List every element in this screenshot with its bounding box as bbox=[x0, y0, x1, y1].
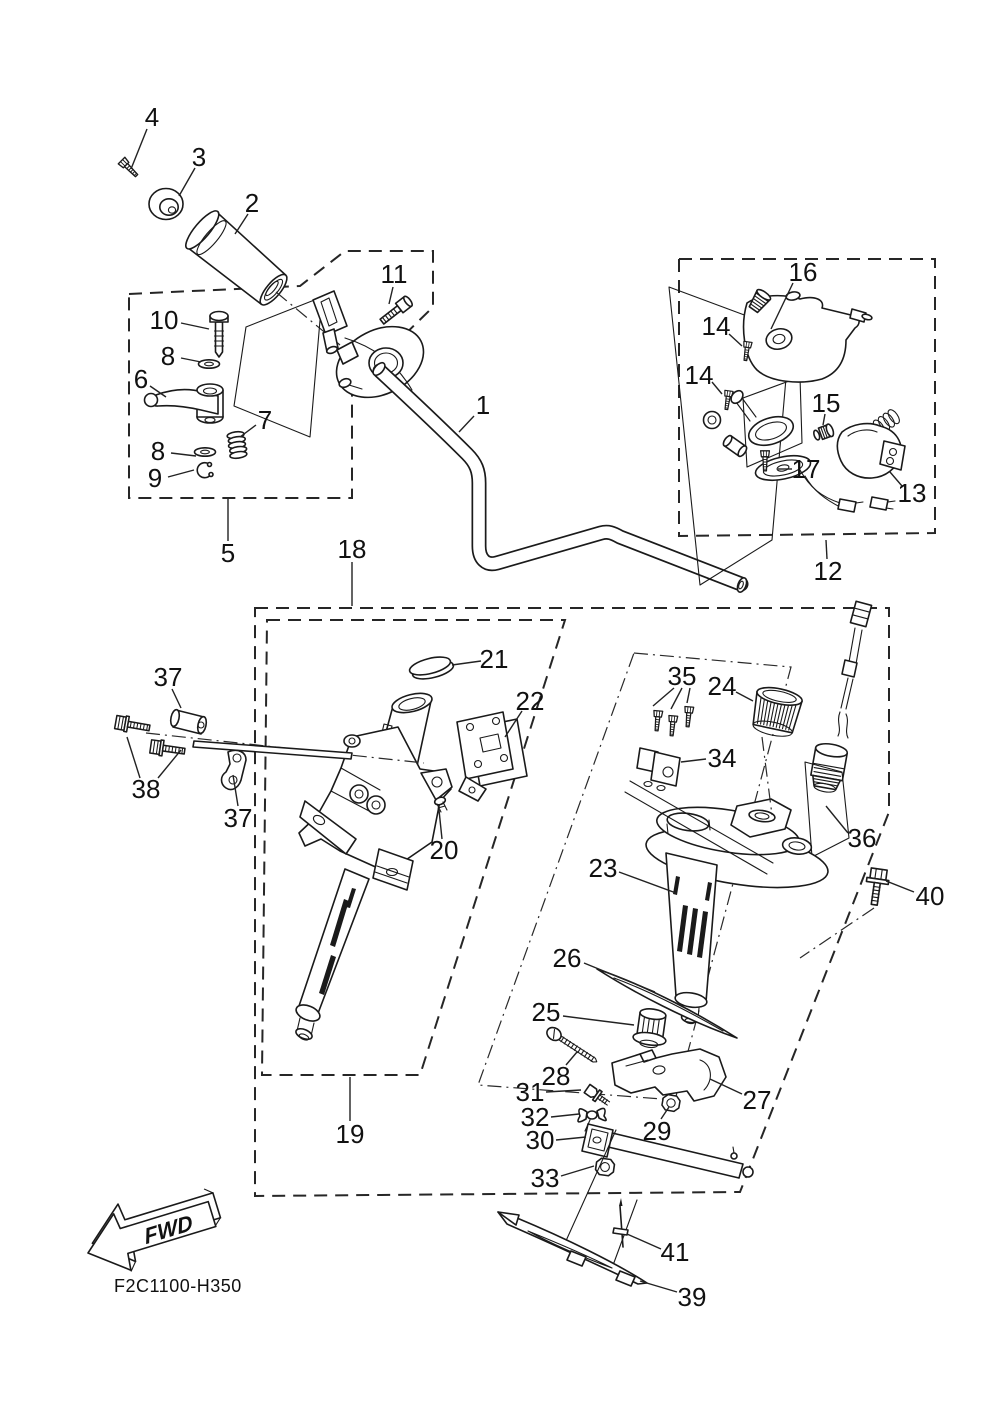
diagram-code: F2C1100-H350 bbox=[114, 1276, 242, 1296]
part-number-22: 22 bbox=[515, 686, 545, 716]
part-number-37: 37 bbox=[223, 803, 253, 833]
part-number-14: 14 bbox=[701, 311, 731, 341]
part-number-30: 30 bbox=[525, 1125, 555, 1155]
part-number-11: 11 bbox=[380, 259, 408, 289]
handle-grip-part2 bbox=[181, 207, 294, 313]
bolt-part40 bbox=[863, 868, 890, 907]
leader-line-24 bbox=[736, 692, 753, 701]
filter-cup-part24 bbox=[749, 684, 804, 740]
part-number-1: 1 bbox=[475, 390, 491, 420]
gasket-part26 bbox=[597, 969, 737, 1038]
fuel-pump-assembly bbox=[541, 601, 890, 1268]
part-number-28: 28 bbox=[541, 1061, 571, 1091]
leader-line-34 bbox=[681, 759, 706, 762]
column-shaft bbox=[294, 869, 369, 1041]
leader-line-14 bbox=[729, 334, 742, 346]
washer-part8-upper bbox=[199, 360, 220, 368]
part-number-38: 38 bbox=[131, 774, 161, 804]
switch-housing-part13 bbox=[837, 424, 905, 479]
bracket-part34 bbox=[637, 748, 680, 791]
leader-line-4 bbox=[131, 129, 147, 169]
part-number-15: 15 bbox=[811, 388, 841, 418]
part-number-17: 17 bbox=[791, 454, 821, 484]
leader-line-36 bbox=[826, 806, 848, 833]
leader-line-25 bbox=[563, 1016, 634, 1025]
screw-part35-c bbox=[683, 706, 694, 727]
handlebar-assembly bbox=[313, 291, 748, 593]
blade-assembly bbox=[498, 1198, 647, 1286]
part-number-21: 21 bbox=[479, 644, 509, 674]
part-number-37: 37 bbox=[153, 662, 183, 692]
grip-grommet-part3 bbox=[149, 189, 183, 220]
bracket-part22 bbox=[457, 712, 527, 801]
part-number-19: 19 bbox=[335, 1119, 365, 1149]
leader-line-11 bbox=[389, 287, 393, 304]
leader-line-8 bbox=[171, 453, 196, 456]
part-number-33: 33 bbox=[530, 1163, 560, 1193]
lever-spring-part7 bbox=[227, 431, 248, 460]
washer-part8-lower bbox=[195, 448, 216, 456]
part-number-23: 23 bbox=[588, 853, 618, 883]
part-number-26: 26 bbox=[552, 943, 582, 973]
part-number-25: 25 bbox=[531, 997, 561, 1027]
leader-line-41 bbox=[627, 1234, 661, 1249]
part-number-31: 31 bbox=[515, 1077, 545, 1107]
part-number-35: 35 bbox=[667, 661, 697, 691]
part-number-6: 6 bbox=[133, 364, 149, 394]
part-number-7: 7 bbox=[257, 405, 273, 435]
leader-line-10 bbox=[181, 323, 209, 329]
leader-line-40 bbox=[886, 881, 914, 892]
strainer-part25 bbox=[632, 1007, 670, 1050]
clamp-part27 bbox=[612, 1049, 726, 1101]
part-number-20: 20 bbox=[429, 835, 459, 865]
leader-line-35 bbox=[671, 688, 682, 709]
fwd-arrow bbox=[77, 1177, 228, 1282]
leader-line-30 bbox=[556, 1137, 586, 1140]
lever-mount-panel bbox=[234, 297, 322, 437]
blade-part39 bbox=[498, 1212, 647, 1286]
part-number-27: 27 bbox=[742, 1085, 772, 1115]
leader-line-14 bbox=[712, 382, 722, 394]
part-number-36: 36 bbox=[847, 823, 877, 853]
steering-column-assembly bbox=[114, 654, 527, 1042]
leader-line-8 bbox=[181, 358, 201, 362]
pump-column-part23 bbox=[666, 853, 717, 1024]
leader-line-32 bbox=[551, 1114, 579, 1117]
leader-line-39 bbox=[640, 1281, 677, 1292]
fwd-label: FWD bbox=[142, 1209, 195, 1250]
part-number-32: 32 bbox=[520, 1102, 550, 1132]
part-number-2: 2 bbox=[244, 188, 260, 218]
leader-line-21 bbox=[452, 661, 481, 665]
leader-line-3 bbox=[179, 168, 195, 196]
part-number-39: 39 bbox=[677, 1282, 707, 1312]
plug-part15 bbox=[812, 423, 835, 442]
leader-line-1 bbox=[459, 416, 474, 432]
part-number-41: 41 bbox=[660, 1237, 690, 1267]
bolt40-axis-line bbox=[800, 908, 874, 958]
part-number-34: 34 bbox=[707, 743, 737, 773]
part-number-14: 14 bbox=[684, 360, 714, 390]
part-number-16: 16 bbox=[788, 257, 818, 287]
leader-line-9 bbox=[168, 470, 194, 477]
part-number-9: 9 bbox=[147, 463, 163, 493]
leader-line-38 bbox=[127, 737, 140, 778]
screw-part31 bbox=[584, 1084, 612, 1109]
leader-line-33 bbox=[561, 1166, 594, 1176]
handlebar-clamp bbox=[313, 291, 436, 411]
e-clip-part9 bbox=[197, 463, 213, 478]
clamp-bolt-part11 bbox=[378, 295, 413, 326]
pin-part41 bbox=[613, 1198, 628, 1247]
part-number-12: 12 bbox=[813, 556, 843, 586]
nut-part33 bbox=[595, 1158, 615, 1177]
part-number-29: 29 bbox=[642, 1116, 672, 1146]
part-number-10: 10 bbox=[149, 305, 179, 335]
part-number-24: 24 bbox=[707, 671, 737, 701]
screw-part35-a bbox=[652, 710, 663, 731]
grip-screw-part4 bbox=[118, 157, 140, 179]
part-number-4: 4 bbox=[144, 102, 160, 132]
part-number-18: 18 bbox=[337, 534, 367, 564]
leader-line-7 bbox=[240, 425, 256, 437]
part-number-5: 5 bbox=[220, 538, 236, 568]
sender-part36 bbox=[805, 601, 872, 857]
screw-part35-b bbox=[667, 715, 678, 736]
part-number-13: 13 bbox=[897, 478, 927, 508]
nut-part29 bbox=[661, 1094, 681, 1112]
part-number-40: 40 bbox=[915, 881, 945, 911]
handlebar-part1-outline bbox=[380, 371, 741, 584]
part-number-8: 8 bbox=[150, 436, 166, 466]
lever-bolt-part10 bbox=[210, 312, 228, 358]
leader-line-26 bbox=[584, 963, 655, 992]
part-number-8: 8 bbox=[160, 341, 176, 371]
part-number-3: 3 bbox=[191, 142, 207, 172]
